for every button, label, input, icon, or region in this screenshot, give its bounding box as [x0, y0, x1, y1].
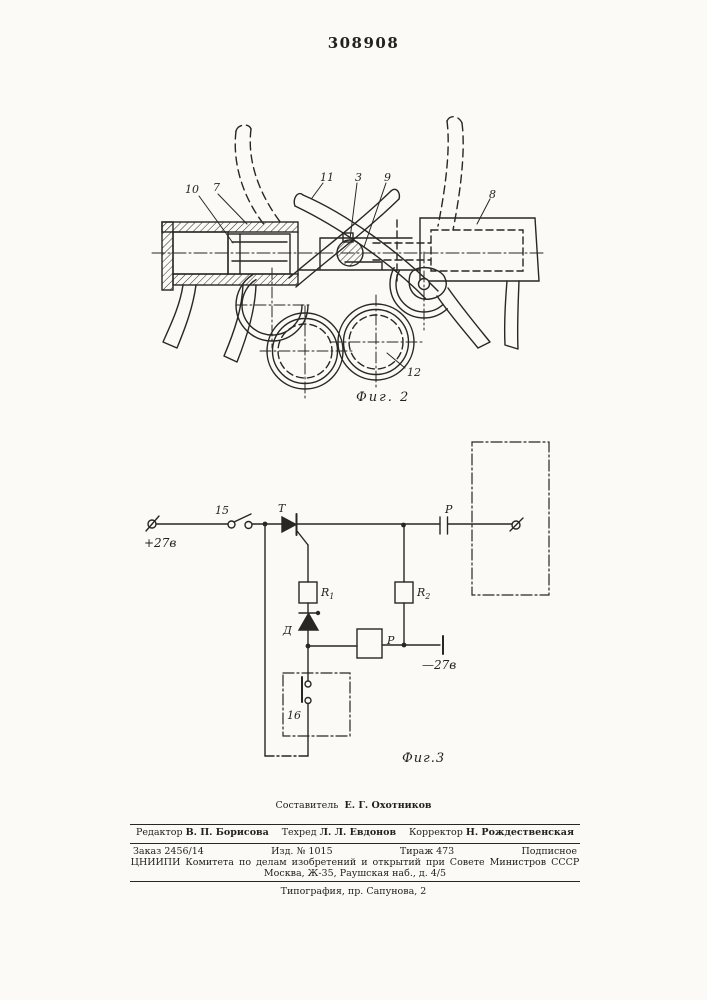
- editor-entry: Редактор В. П. Борисова: [136, 827, 269, 838]
- fig2-rollers: [236, 250, 458, 398]
- fig2-hidden-lever-right: [438, 117, 463, 230]
- subscription-note: Подписное: [521, 846, 577, 857]
- fig3-unit-box: [472, 442, 549, 595]
- fig2-label-7: 7: [213, 181, 220, 194]
- fig3-label-R1: $R_1$: [321, 586, 335, 601]
- imprint-staff-line: [136, 828, 574, 839]
- compiler-name: Е. Г. Охотников: [344, 800, 432, 811]
- fig3-switch16-box: [283, 673, 350, 736]
- issue-number: Изд. № 1015: [271, 846, 333, 857]
- imprint-divider-2: [130, 843, 580, 844]
- fig2-label-11: 11: [320, 171, 334, 184]
- techred-entry: Техред Л. Л. Евдонов: [281, 827, 397, 838]
- imprint-printer-line: Типография, пр. Сапунова, 2: [280, 886, 427, 897]
- fig3-label-contact-P: Р: [445, 503, 453, 516]
- fig3-label-16: 16: [287, 709, 301, 722]
- fig2-right-housing: [373, 218, 539, 281]
- fig3-relay-contact-P: [440, 517, 448, 534]
- fig3-label-R2: $R_2$: [417, 586, 431, 601]
- imprint-org-line: ЦНИИПИ Комитета по делам изобретений и открытий при Совете Министров СССР: [130, 857, 580, 868]
- imprint-compiler-line: [0, 801, 707, 812]
- fig3-label-D: Д: [283, 624, 292, 637]
- fig2-left-housing: [162, 222, 298, 290]
- compiler-role: Составитель: [275, 800, 339, 811]
- imprint-address-line: Москва, Ж-35, Раушская наб., д. 4/5: [263, 868, 447, 879]
- fig2-label-3: 3: [355, 171, 362, 184]
- figure-2-mechanical-drawing: [150, 100, 570, 415]
- fig2-lever-11: [294, 194, 438, 299]
- fig3-caption: Фиг.3: [402, 751, 446, 766]
- fig2-pivot: [409, 268, 446, 300]
- fig3-label-T: Т: [278, 502, 286, 515]
- fig3-resistor-R1: [299, 582, 317, 603]
- fig3-resistor-R2: [395, 582, 413, 603]
- fig2-legs: [163, 281, 519, 362]
- fig2-hidden-lever-left: [235, 125, 281, 227]
- fig3-transistor-T: [282, 514, 308, 545]
- fig3-switch-15: [228, 514, 252, 529]
- imprint-divider-3: [130, 881, 580, 882]
- fig3-wire-coil: [308, 645, 440, 646]
- fig3-diode-D: [299, 613, 318, 630]
- imprint-divider-1: [130, 824, 580, 825]
- fig2-label-8: 8: [489, 188, 496, 201]
- fig3-label-minus27v: —27в: [422, 658, 457, 672]
- order-number: Заказ 2456/14: [133, 846, 204, 857]
- fig3-label-coil-P: Р: [387, 634, 395, 647]
- fig2-caption: Фиг. 2: [356, 390, 411, 405]
- fig2-label-12: 12: [407, 366, 421, 379]
- fig3-relay-coil-P: [357, 629, 382, 658]
- fig2-label-10: 10: [185, 183, 199, 196]
- imprint-order-line: [133, 847, 577, 858]
- corrector-entry: Корректор Н. Рождественская: [408, 827, 574, 838]
- fig3-label-15: 15: [215, 504, 229, 517]
- fig2-label-9: 9: [384, 171, 391, 184]
- figure-3-circuit-schematic: [140, 430, 572, 775]
- fig3-switch-16: [302, 677, 311, 704]
- fig3-label-plus27v: +27в: [144, 536, 177, 550]
- circulation: Тираж 473: [399, 846, 455, 857]
- patent-number: 308908: [327, 34, 400, 52]
